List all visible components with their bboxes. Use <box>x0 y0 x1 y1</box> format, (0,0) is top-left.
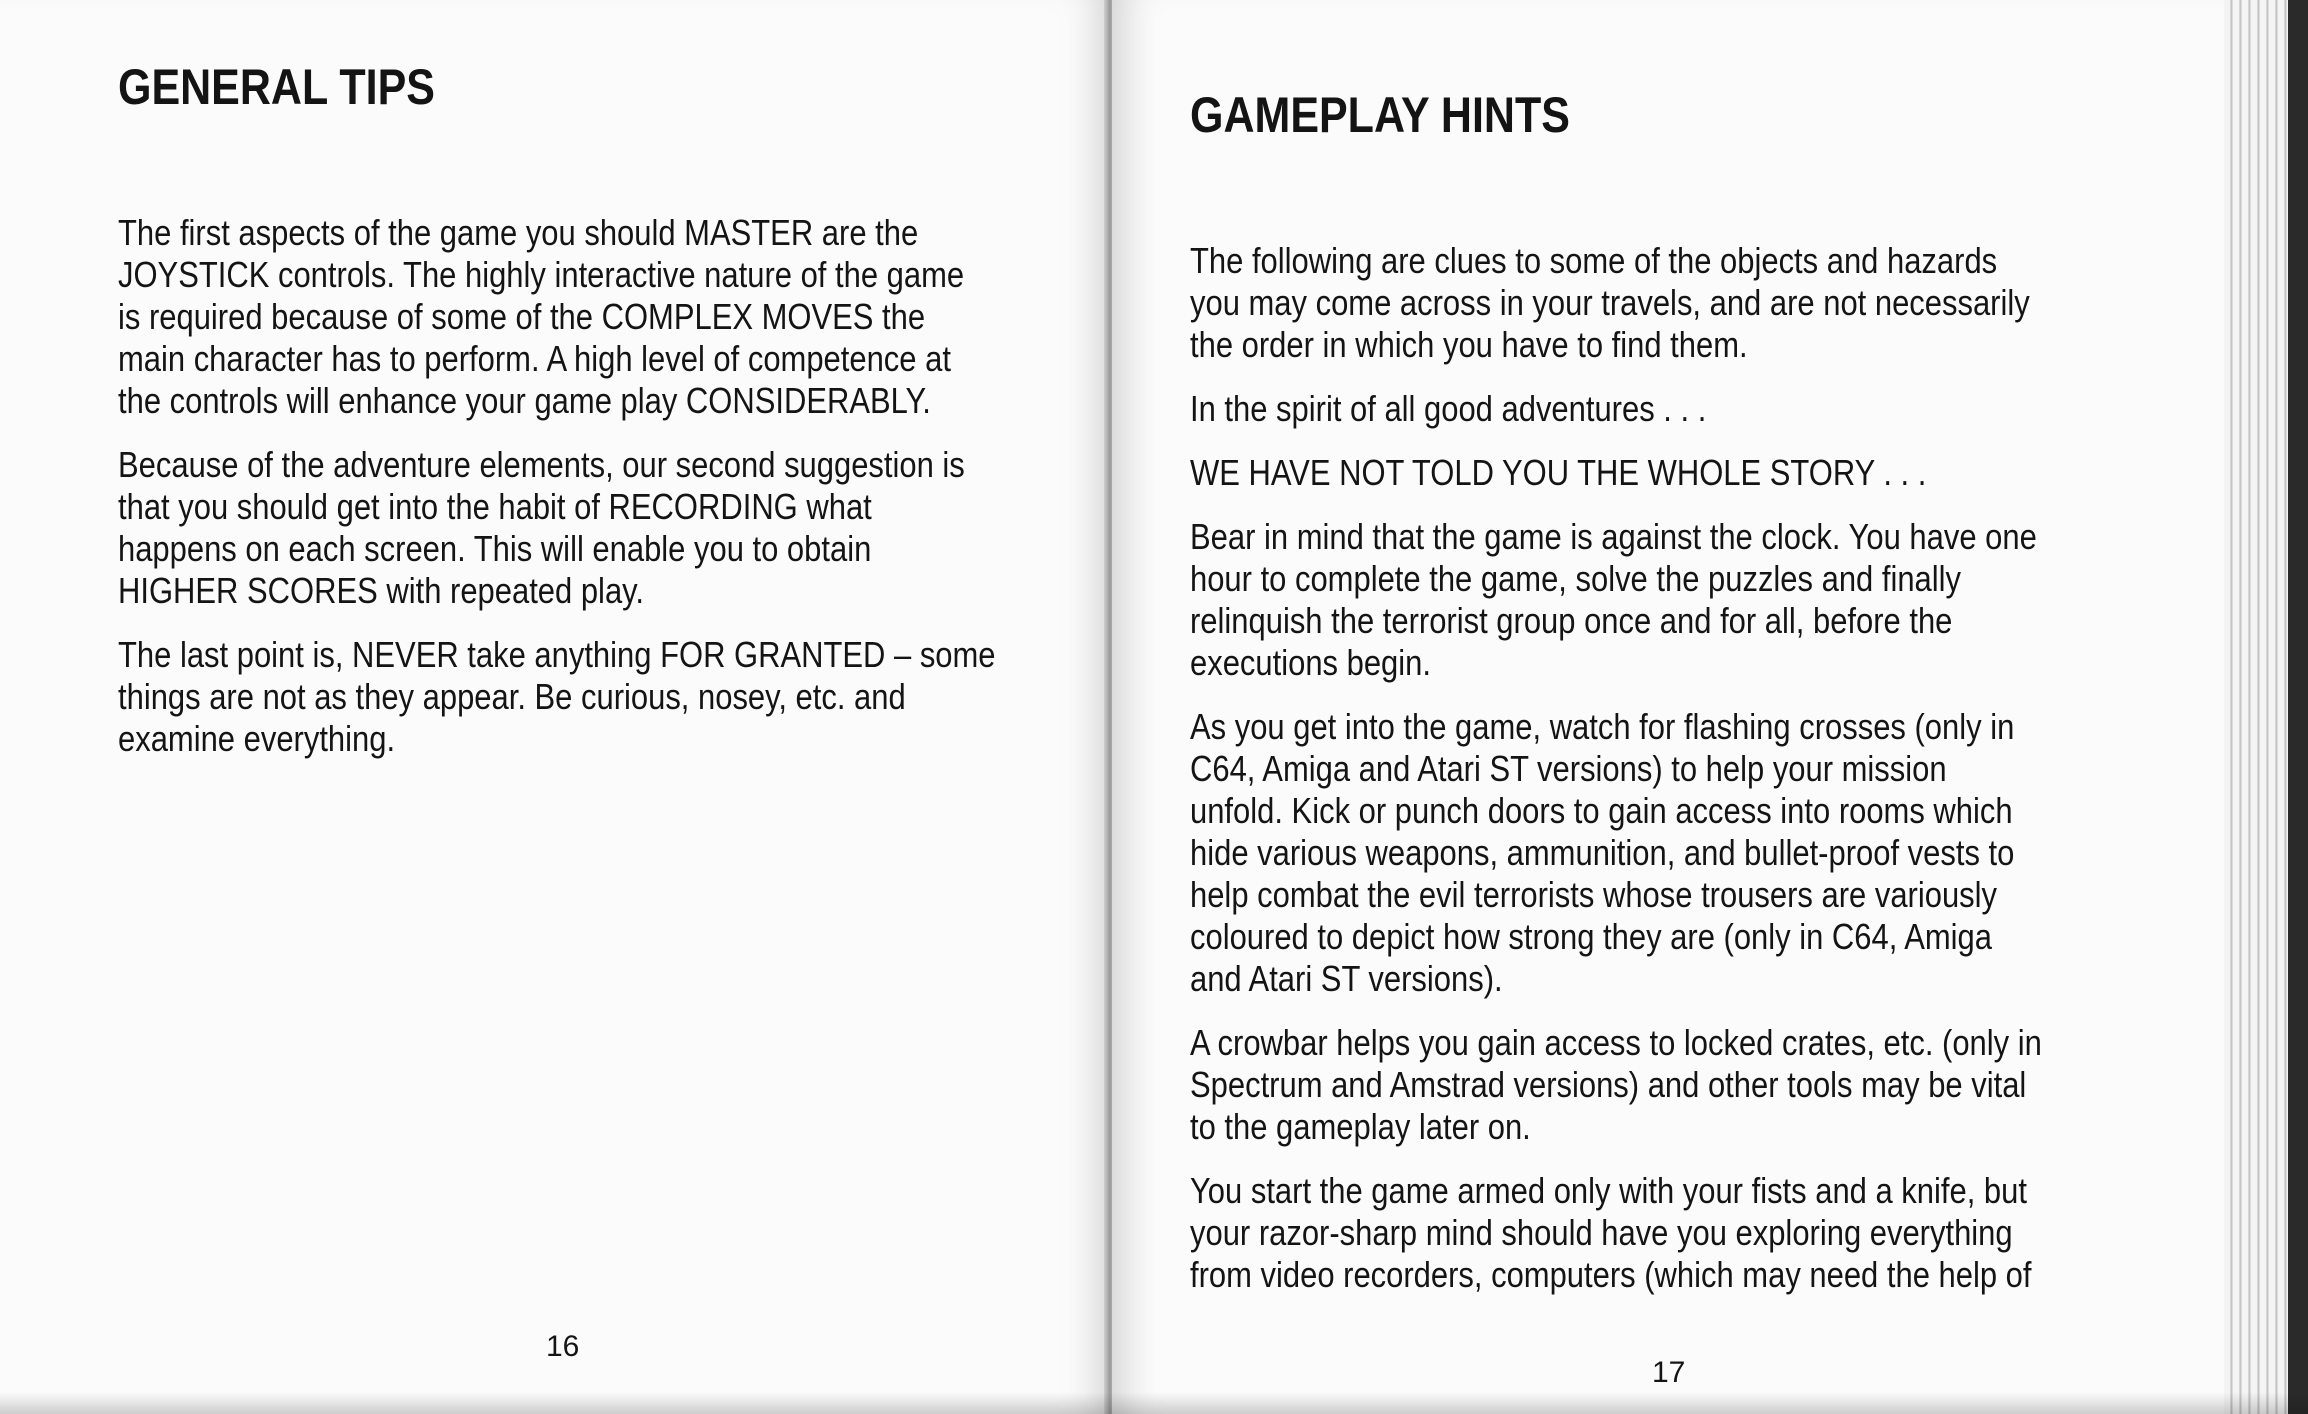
text-line: the order in which you have to find them. <box>1190 324 1748 365</box>
text-line: is required because of some of the COMPLEX MOVES the <box>118 296 926 337</box>
text-line: The last point is, NEVER take anything FOR GRANTED – some <box>118 634 996 675</box>
paragraph <box>118 634 996 760</box>
text-line: happens on each screen. This will enable you to obtain <box>118 528 872 569</box>
bottom-shadow <box>0 1392 2308 1414</box>
paragraph <box>1190 516 2042 684</box>
paragraph <box>1190 388 2042 430</box>
text-line: examine everything. <box>118 718 396 759</box>
paragraph <box>118 212 996 422</box>
paragraph <box>1190 240 2042 366</box>
text-line: unfold. Kick or punch doors to gain access into rooms which <box>1190 790 2013 831</box>
paragraph <box>1190 452 2042 494</box>
text-line: As you get into the game, watch for flashing crosses (only in <box>1190 706 2015 747</box>
right-page-heading: GAMEPLAY HINTS <box>1190 87 1570 143</box>
right-page-body <box>1190 240 2042 1296</box>
text-line: The first aspects of the game you should MASTER are the <box>118 212 919 253</box>
text-line: from video recorders, computers (which may need the help of <box>1190 1254 2032 1295</box>
text-line: executions begin. <box>1190 642 1431 683</box>
text-line: things are not as they appear. Be curious, nosey, etc. and <box>118 676 906 717</box>
text-line: You start the game armed only with your fists and a knife, but <box>1190 1170 2027 1211</box>
text-line: Spectrum and Amstrad versions) and other tools may be vital <box>1190 1064 2027 1105</box>
left-page-number: 16 <box>546 1330 580 1363</box>
text-line: and Atari ST versions). <box>1190 958 1503 999</box>
text-line: help combat the evil terrorists whose trousers are variously <box>1190 874 1998 915</box>
text-line: A crowbar helps you gain access to locked crates, etc. (only in <box>1190 1022 2042 1063</box>
paragraph <box>1190 1170 2042 1296</box>
paragraph <box>118 444 996 612</box>
text-line: Because of the adventure elements, our second suggestion is <box>118 444 965 485</box>
text-line: main character has to perform. A high level of competence at <box>118 338 951 379</box>
text-line: to the gameplay later on. <box>1190 1106 1531 1147</box>
text-line: that you should get into the habit of RECORDING what <box>118 486 872 527</box>
text-line: hour to complete the game, solve the puzzles and finally <box>1190 558 1962 599</box>
text-line: The following are clues to some of the objects and hazards <box>1190 240 1998 281</box>
paragraph <box>1190 706 2042 1000</box>
left-page <box>0 0 1110 1414</box>
right-page <box>1112 0 2224 1414</box>
page-edges <box>2224 0 2308 1414</box>
text-line: C64, Amiga and Atari ST versions) to help your mission <box>1190 748 1947 789</box>
text-line: relinquish the terrorist group once and for all, before the <box>1190 600 1953 641</box>
text-line: JOYSTICK controls. The highly interactive nature of the game <box>118 254 965 295</box>
text-line: WE HAVE NOT TOLD YOU THE WHOLE STORY . . . <box>1190 452 1927 493</box>
left-page-heading: GENERAL TIPS <box>118 59 435 115</box>
text-line: coloured to depict how strong they are (only in C64, Amiga <box>1190 916 1992 957</box>
text-line: HIGHER SCORES with repeated play. <box>118 570 644 611</box>
text-line: you may come across in your travels, and are not necessarily <box>1190 282 2030 323</box>
text-line: your razor-sharp mind should have you exploring everything <box>1190 1212 2013 1253</box>
text-line: In the spirit of all good adventures . . . <box>1190 388 1707 429</box>
text-line: hide various weapons, ammunition, and bullet-proof vests to <box>1190 832 2015 873</box>
left-page-body <box>118 212 996 760</box>
text-line: Bear in mind that the game is against the clock. You have one <box>1190 516 2037 557</box>
text-line: the controls will enhance your game play CONSIDERABLY. <box>118 380 931 421</box>
paragraph <box>1190 1022 2042 1148</box>
right-page-number: 17 <box>1652 1356 1686 1389</box>
